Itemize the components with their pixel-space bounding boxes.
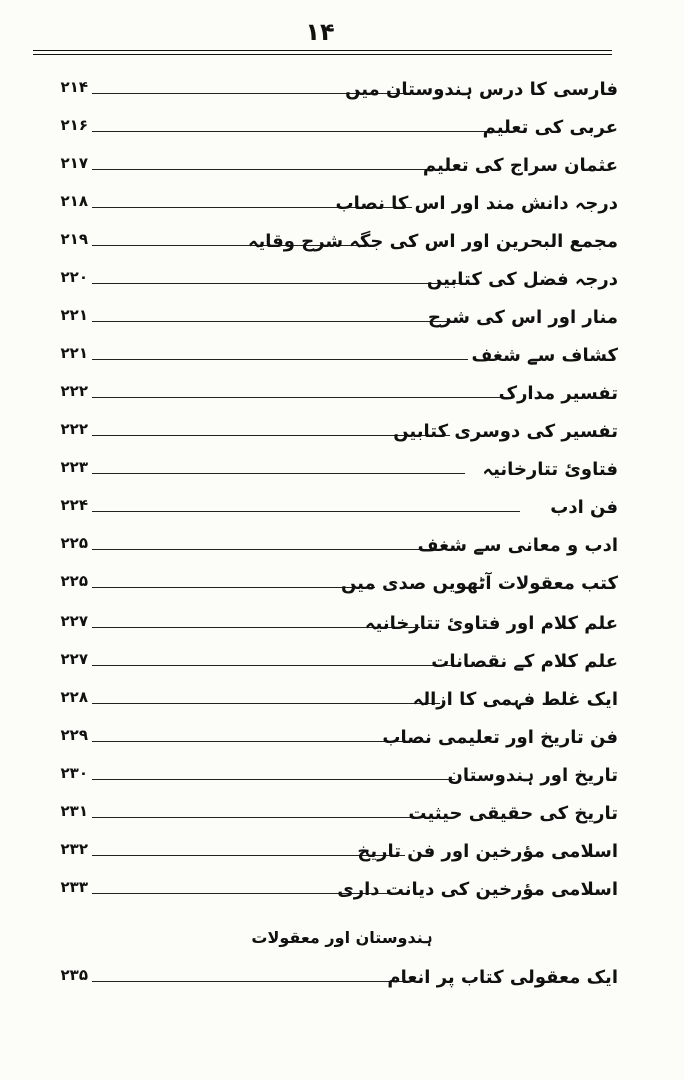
toc-entry-page: ۲۲۴ xyxy=(60,496,88,514)
toc-leader-line xyxy=(92,131,500,132)
toc-entry-page: ۲۲۵ xyxy=(60,534,88,552)
toc-leader-line xyxy=(92,981,420,982)
toc-entry-title: ادب و معانی سے شغف xyxy=(417,535,618,556)
toc-entry xyxy=(0,604,684,634)
toc-entry xyxy=(0,958,684,988)
toc-entry xyxy=(0,488,684,518)
toc-entry-page: ۲۲۱ xyxy=(60,306,88,324)
toc-entry-title: عثمان سراج کی تعلیم xyxy=(422,155,618,176)
toc-entry-page: ۲۲۷ xyxy=(60,612,88,630)
toc-entry xyxy=(0,642,684,672)
toc-entry-title: تاریخ کی حقیقی حیثیت xyxy=(408,803,618,824)
toc-entry xyxy=(0,260,684,290)
toc-entry xyxy=(0,146,684,176)
toc-entry-page: ۲۱۹ xyxy=(60,230,88,248)
toc-leader-line xyxy=(92,779,455,780)
toc-entry xyxy=(0,756,684,786)
toc-entry xyxy=(0,794,684,824)
section-heading: ہندوستان اور معقولات xyxy=(251,928,433,947)
toc-entry-title: درجہ دانش مند اور اس کا نصاب xyxy=(335,193,618,214)
toc-entry-title: فارسی کا درس ہندوستان میں xyxy=(345,79,618,100)
toc-leader-line xyxy=(92,321,465,322)
toc-leader-line xyxy=(92,665,455,666)
toc-leader-line xyxy=(92,169,450,170)
toc-entry-title: تفسیر کی دوسری کتابیں xyxy=(393,421,618,442)
toc-entry xyxy=(0,108,684,138)
toc-entry-page: ۲۲۷ xyxy=(60,650,88,668)
toc-leader-line xyxy=(92,473,465,474)
toc-leader-line xyxy=(92,741,430,742)
toc-leader-line xyxy=(92,511,520,512)
toc-entry xyxy=(0,718,684,748)
toc-entry-title: فتاوئ تتارخانیہ xyxy=(482,459,618,480)
toc-entry xyxy=(0,70,684,100)
toc-entry-title: تاریخ اور ہندوستان xyxy=(447,765,618,786)
page-number: ۱۴ xyxy=(305,18,335,46)
toc-entry-title: ایک معقولی کتاب پر انعام xyxy=(387,967,618,988)
toc-entry-page: ۲۲۲ xyxy=(60,382,88,400)
toc-entry xyxy=(0,222,684,252)
toc-entry xyxy=(0,564,684,594)
toc-entry-title: علم کلام اور فتاوئ تتارخانیہ xyxy=(364,613,618,634)
toc-entry-page: ۲۲۱ xyxy=(60,344,88,362)
toc-entry-title: اسلامی مؤرخین کی دیانت داری xyxy=(337,879,618,900)
toc-entry-title: تفسیر مدارک xyxy=(498,383,618,404)
toc-entry-page: ۲۳۲ xyxy=(60,840,88,858)
toc-entry xyxy=(0,526,684,556)
toc-entry-title: عربی کی تعلیم xyxy=(482,117,618,138)
toc-leader-line xyxy=(92,587,375,588)
toc-entry-title: اسلامی مؤرخین اور فن تاریخ xyxy=(357,841,618,862)
toc-leader-line xyxy=(92,359,468,360)
toc-entry-title: کتب معقولات آٹھویں صدی میں xyxy=(340,573,618,594)
toc-entry xyxy=(0,412,684,442)
toc-entry-page: ۲۲۳ xyxy=(60,458,88,476)
toc-leader-line xyxy=(92,549,430,550)
toc-entry-page: ۲۳۳ xyxy=(60,878,88,896)
toc-entry xyxy=(0,870,684,900)
toc-entry-title: درجہ فضل کی کتابیں xyxy=(426,269,618,290)
toc-entry-page: ۲۳۰ xyxy=(60,764,88,782)
toc-entry-title: کشاف سے شغف xyxy=(471,345,618,366)
toc-entry xyxy=(0,450,684,480)
toc-entry-page: ۲۲۰ xyxy=(60,268,88,286)
toc-entry-page: ۲۲۸ xyxy=(60,688,88,706)
toc-leader-line xyxy=(92,397,510,398)
toc-entry xyxy=(0,832,684,862)
toc-entry-page: ۲۲۹ xyxy=(60,726,88,744)
toc-entry-title: مجمع البحرین اور اس کی جگہ شرح وقایہ xyxy=(247,231,618,252)
toc-entry-title: فن تاریخ اور تعلیمی نصاب xyxy=(382,727,618,748)
toc-entry-title: فن ادب xyxy=(550,497,618,518)
toc-entry-page: ۲۲۵ xyxy=(60,572,88,590)
toc-leader-line xyxy=(92,817,450,818)
toc-entry-page: ۲۱۸ xyxy=(60,192,88,210)
toc-entry-title: علم کلام کے نقصانات xyxy=(431,651,618,672)
toc-entry-page: ۲۱۷ xyxy=(60,154,88,172)
toc-entry-page: ۲۳۱ xyxy=(60,802,88,820)
toc-entry-page: ۲۲۲ xyxy=(60,420,88,438)
toc-leader-line xyxy=(92,283,470,284)
toc-entry xyxy=(0,374,684,404)
toc-entry-page: ۲۳۵ xyxy=(60,966,88,984)
toc-entry xyxy=(0,680,684,710)
toc-entry-title: منار اور اس کی شرح xyxy=(428,307,618,328)
toc-entry xyxy=(0,184,684,214)
toc-entry xyxy=(0,298,684,328)
toc-entry-title: ایک غلط فہمی کا ازالہ xyxy=(412,689,618,710)
toc-entry-page: ۲۱۶ xyxy=(60,116,88,134)
toc-entry-page: ۲۱۴ xyxy=(60,78,88,96)
toc-leader-line xyxy=(92,703,440,704)
toc-entry xyxy=(0,336,684,366)
